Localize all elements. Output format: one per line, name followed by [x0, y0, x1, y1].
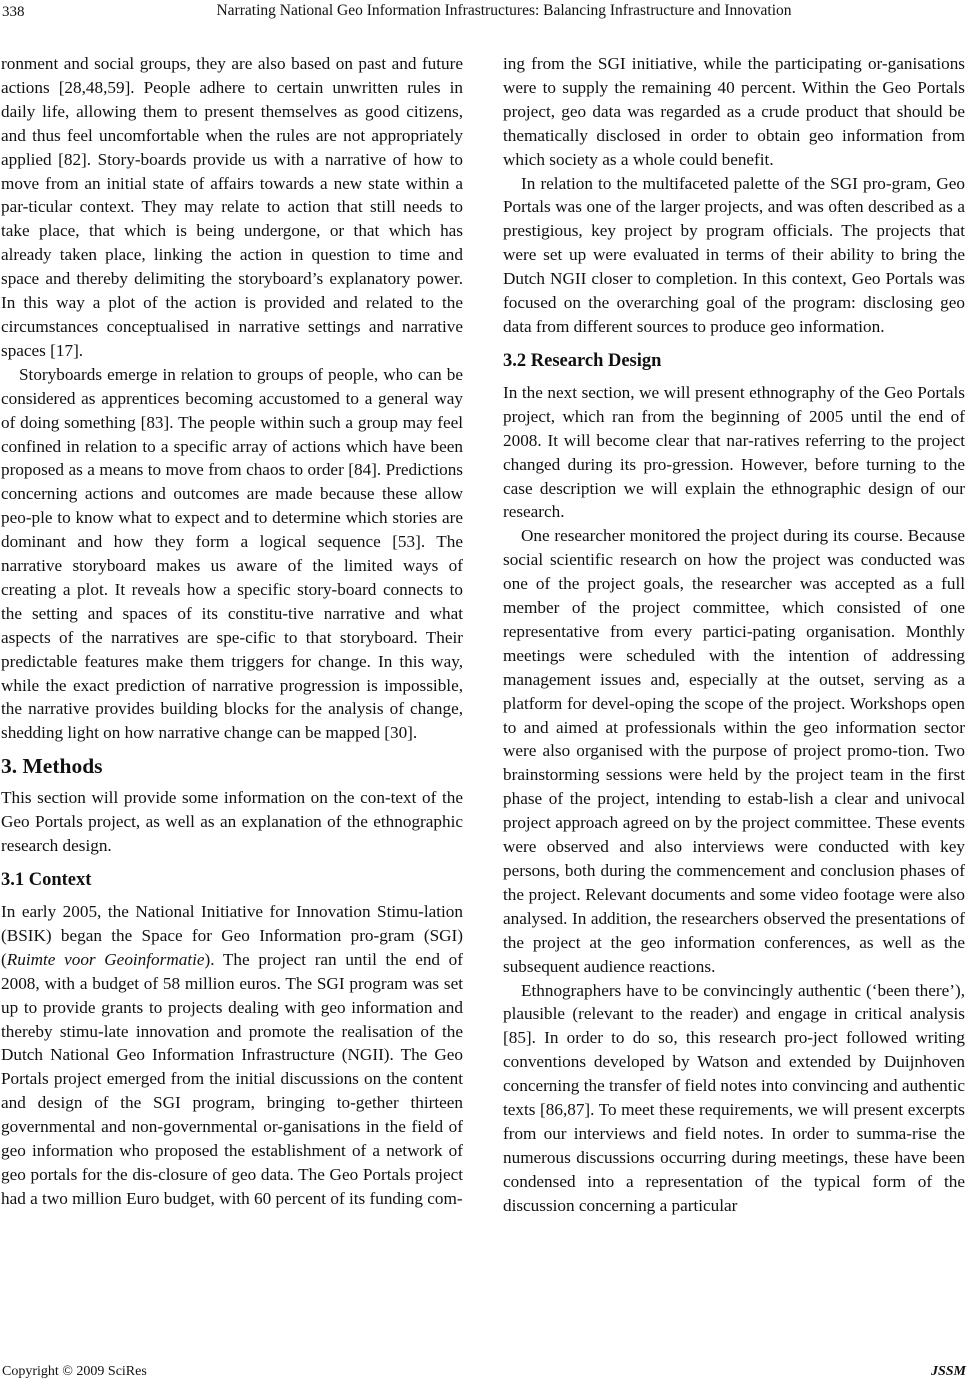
paragraph: One researcher monitored the project during its course. Because social scientific research on how the project was conducted was one of the project goals, the researcher was accepted as a full member of the project committee, which consisted of one representative from every partici-pating organisation. Monthly meetings were scheduled with the intention of addressing management issues and, especially at the outset, serving as a platform for devel-oping the scope of the project. Workshops open to and aimed at professionals within the geo information sector were also organised with the purpose of project promo-tion. Two brainstorming sessions were held by the project team in the first phase of the project, intending to estab-lish a clear and univocal project approach agreed on by the project committee. These events were observed and also interviews were conducted with key persons, both during the commencement and conclusion phases of the project. Relevant documents and some video footage were also analysed. In addition, the researchers observed the presentations of the project at the geo information conferences, as well as the subsequent audience reactions.: [503, 526, 965, 976]
text-run: ). The project ran until the end of 2008, with a budget of 58 million euros. The SGI program was set up to provide grants to projects dealing with geo information and thereby stimu-late innovation and promote the realisation of the Dutch National Geo Information Infrastructure (NGII). The Geo Portals project emerged from the initial discussions on the content and design of the SGI program, bringing to-gether thirteen governmental and non-governmental or-ganisations in the field of geo information who proposed the establishment of a network of geo portals for the dis-closure of geo data. The Geo Portals project had a two million Euro budget, with 60 percent of its funding com-: [1, 949, 463, 1208]
right-column: [503, 52, 965, 1218]
section-heading-methods: 3. Methods: [1, 754, 103, 779]
page-number: 338: [2, 4, 25, 20]
footer-copyright: Copyright © 2009 SciRes: [2, 1364, 147, 1379]
subsection-heading-research-design: 3.2 Research Design: [503, 350, 662, 371]
running-title: Narrating National Geo Information Infrastructures: Balancing Infrastructure and Innovation: [216, 2, 792, 19]
paragraph: In relation to the multifaceted palette of the SGI pro-gram, Geo Portals was one of the larger projects, and was often described as a prestigious, key project by program officials. The projects that were set up were evaluated in terms of their ability to bring the Dutch NGII closer to completion. In this context, Geo Portals was focused on the overarching goal of the program: disclosing geo data from different sources to produce geo information.: [503, 173, 965, 336]
left-column: [1, 52, 463, 1211]
paragraph: This section will provide some information on the con-text of the Geo Portals project, as well as an explanation of the ethnographic research design.: [1, 788, 463, 856]
text-run: In early 2005, the National Initiative for Innovation Stimu-lation (BSIK) began the Space for Geo Information pro-gram (SGI) (: [1, 902, 463, 969]
subsection-heading-context: 3.1 Context: [1, 870, 92, 890]
paragraph: [1, 900, 463, 1211]
italic-term: Ruimte voor Geoinformatie: [6, 949, 205, 969]
paragraph: Storyboards emerge in relation to groups of people, who can be considered as apprentices becoming accustomed to a general way of doing something [83]. The people within such a group may feel confined in relation to a specific array of actions which have been proposed as a means to move from chaos to order [84]. Predictions concerning actions and outcomes are made because these allow peo-ple to know what to expect and to determine which stories are dominant and how they form a logical sequence [53]. The narrative storyboard makes us aware of the limited ways of creating a plot. It reveals how a specific story-board connects to the setting and spaces of its constitu-tive narrative and what aspects of the narratives are spe-cific to that storyboard. Their predictable features make them triggers for change. In this way, while the exact prediction of narrative progression is impossible, the narrative provides building blocks for the analysis of change, shedding light on how narrative change can be mapped [30].: [1, 364, 463, 743]
paragraph: Ethnographers have to be convincingly authentic (‘been there’), plausible (relevant to the reader) and engage in critical analysis [85]. In order to do so, this research pro-ject followed writing conventions developed by Watson and extended by Duijnhoven concerning the transfer of field notes into convincing and authentic texts [86,87]. To meet these requirements, we will present excerpts from our interviews and field notes. In order to summa-rise the numerous discussions occurring during meetings, these have been condensed into a representation of the typical form of the discussion concerning a particular: [503, 980, 965, 1215]
footer-journal: JSSM: [930, 1364, 966, 1379]
paragraph: In the next section, we will present ethnography of the Geo Portals project, which ran from the beginning of 2005 until the end of 2008. It will become clear that nar-ratives referring to the project changed during its pro-gression. However, before turning to the case description we will explain the ethnographic design of our research.: [503, 382, 965, 522]
paragraph: ronment and social groups, they are also based on past and future actions [28,48,59]. People adhere to certain unwritten rules in daily life, allowing them to present themselves as good citizens, and thus feel uncomfortable when the rules are not appropriately applied [82]. Story-boards provide us with a narrative of how to move from an initial state of affairs towards a new state within a par-ticular context. They may relate to action that still needs to take place, that which is being undergone, or that which has already taken place, linking the action in question to time and space and thereby delimiting the storyboard’s explanatory power. In this way a plot of the action is provided and related to the circumstances conceptualised in narrative settings and narrative spaces [17].: [1, 54, 463, 360]
paragraph: ing from the SGI initiative, while the participating or-ganisations were to supply the remaining 40 percent. Within the Geo Portals project, geo data was regarded as a crude product that should be thematically disclosed in order to obtain geo information from which society as a whole could benefit.: [503, 54, 965, 169]
